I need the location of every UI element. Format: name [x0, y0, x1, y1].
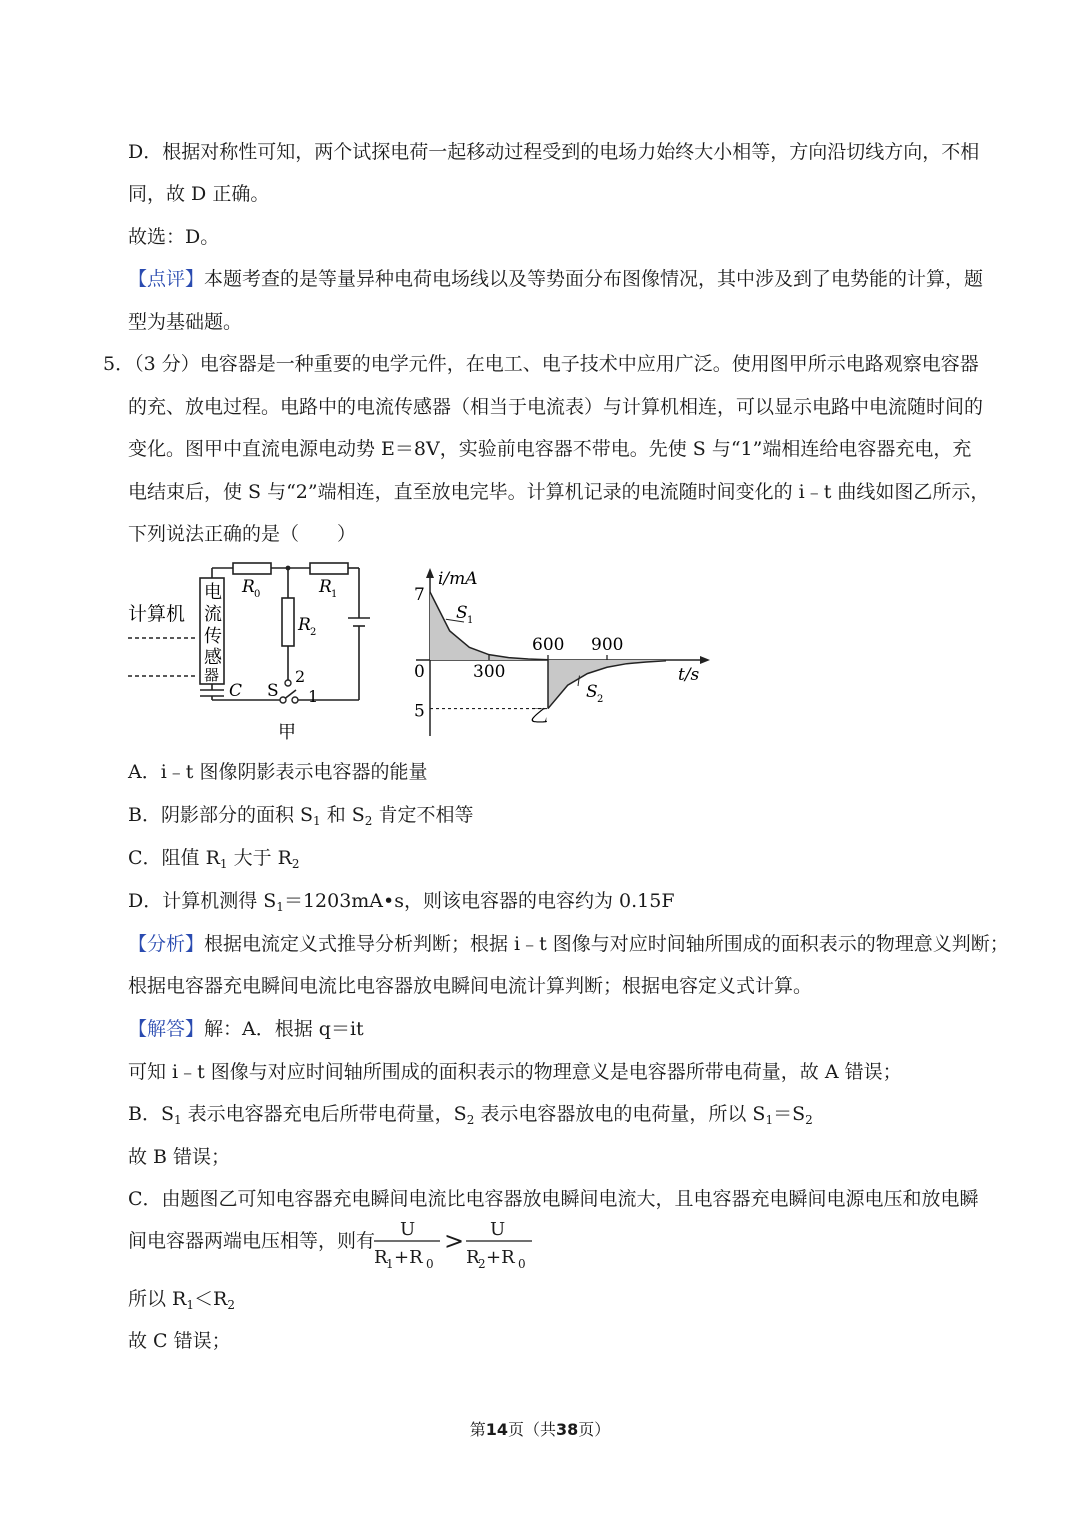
analysis-line: 【分析】根据电流定义式推导分析判断；根据 i﹣t 图像与对应时间轴所围成的面积表示的物理意义判断； [128, 933, 1009, 955]
denominator-1-r: R [374, 1247, 388, 1268]
answer-line: 故 B 错误； [128, 1146, 231, 1168]
capacitor-label: C [229, 681, 243, 701]
question-line: 的充、放电过程。电路中的电流传感器（相当于电流表）与计算机相连，可以显示电路中电流随时间的 [128, 396, 984, 418]
numerator-1: U [400, 1219, 416, 1240]
page-footer: 第14页（共38页） [469, 1420, 611, 1439]
annotation-s2: S [586, 682, 598, 702]
text-line: 同，故 D 正确。 [128, 183, 270, 205]
sensor-char: 传 [204, 626, 222, 647]
x-tick-label-600: 600 [532, 635, 565, 655]
svg-text:0: 0 [426, 1257, 434, 1271]
sensor-char: 器 [204, 666, 220, 684]
chart-caption: 乙 [530, 706, 548, 727]
r2-label: R [298, 615, 311, 635]
svg-text:1: 1 [386, 1257, 394, 1271]
question-line: 下列说法正确的是（ ） [128, 523, 357, 545]
terminal-2-label: 2 [295, 667, 306, 686]
x-tick-label-300: 300 [473, 662, 506, 682]
resistor-r0 [233, 563, 271, 574]
diagram-caption: 甲 [278, 722, 296, 743]
annotation-sub-s2: 2 [597, 694, 604, 705]
comment-line [128, 267, 983, 291]
answer-line: 所以 $R_1<R_2$ [128, 1288, 235, 1312]
svg-text:+R: +R [394, 1247, 423, 1268]
x-tick-label-900: 900 [591, 635, 624, 655]
option-c: C．阻值 $R_1$ 大于 $R_2$ [128, 847, 300, 871]
sensor-char: 感 [204, 647, 222, 668]
sensor-char: 电 [204, 582, 222, 603]
text-line: 故选：D。 [128, 226, 220, 248]
analysis-line: 根据电容器充电瞬间电流比电容器放电瞬间电流计算判断；根据电容定义式计算。 [128, 975, 813, 997]
denominator-2-r: R [466, 1247, 480, 1268]
svg-text:2: 2 [478, 1257, 486, 1271]
r1-label: R [319, 577, 332, 597]
comment-text: 本题考查的是等量异种电荷电场线以及等势面分布图像情况，其中涉及到了电势能的计算，题 [204, 268, 984, 290]
svg-text:+R: +R [486, 1247, 515, 1268]
sensor-char: 流 [204, 604, 222, 625]
numerator-2: U [490, 1219, 506, 1240]
computer-label: 计算机 [128, 603, 186, 625]
switch-label: S [267, 681, 279, 701]
answer-line: B．$S_1$ 表示电容器充电后所带电荷量，$S_2$ 表示电容器放电的电荷量，所以 $S_1=S_2$ [128, 1103, 813, 1127]
total-pages: 38 [556, 1420, 579, 1439]
answer-tag: 【解答】 [128, 1018, 205, 1040]
r1-sub: 1 [331, 589, 338, 600]
it-chart [408, 562, 718, 748]
annotation-s1: S [456, 603, 468, 623]
answer-line: C．由题图乙可知电容器充电瞬间电流比电容器放电瞬间电流大，且电容器充电瞬间电源电压和放电瞬 [128, 1188, 979, 1210]
option-b: B．阴影部分的面积 $S_1$ 和 $S_2$ 肯定不相等 [128, 804, 474, 828]
text-line: 型为基础题。 [128, 311, 243, 333]
svg-text:0: 0 [518, 1257, 526, 1271]
answer-line: 可知 i﹣t 图像与对应时间轴所围成的面积表示的物理意义是电容器所带电荷量，故 A 错误； [128, 1061, 902, 1083]
r0-label: R [242, 577, 255, 597]
circuit-diagram [120, 558, 380, 748]
question-line: 5．（3 分）电容器是一种重要的电学元件，在电工、电子技术中应用广泛。使用图甲所示电路观察电容器 [103, 353, 979, 375]
question-line: 电结束后，使 S 与“2”端相连，直至放电完毕。计算机记录的电流随时间变化的 i﹣t 曲线如图乙所示， [128, 481, 990, 503]
comment-tag: 【点评】 [128, 268, 205, 290]
x-tick-label-0: 0 [414, 662, 425, 682]
terminal-1-label: 1 [308, 687, 319, 706]
text-line: D．根据对称性可知，两个试探电荷一起移动过程受到的电场力始终大小相等，方向沿切线方向，不相 [128, 141, 980, 163]
current-page: 14 [485, 1420, 508, 1439]
question-line: 变化。图甲中直流电源电动势 E＝8V，实验前电容器不带电。先使 S 与“1”端相连给电容器充电，充 [128, 438, 972, 460]
answer-line: 故 C 错误； [128, 1330, 231, 1352]
x-axis-label: t/s [678, 665, 700, 685]
r0-sub: 0 [254, 589, 261, 600]
greater-than-sign: > [444, 1227, 465, 1255]
answer-line: 间电容器两端电压相等，则有 [128, 1230, 376, 1252]
answer-line: 【解答】解：A．根据 q＝it [128, 1018, 364, 1040]
option-d: D．计算机测得 $S_1=1203mA•s$，则该电容器的电容约为 0.15F [128, 890, 675, 914]
y-axis-label: i/mA [438, 569, 478, 589]
analysis-tag: 【分析】 [128, 933, 205, 955]
option-a: A．i﹣t 图像阴影表示电容器的能量 [128, 761, 428, 783]
r2-sub: 2 [310, 627, 317, 638]
y-tick-label-7: 7 [414, 585, 425, 605]
inequality-formula [370, 1215, 540, 1273]
y-tick-label-5: 5 [414, 701, 425, 722]
resistor-r1 [310, 563, 348, 574]
annotation-sub-s1: 1 [467, 615, 474, 626]
resistor-r2 [282, 598, 294, 646]
